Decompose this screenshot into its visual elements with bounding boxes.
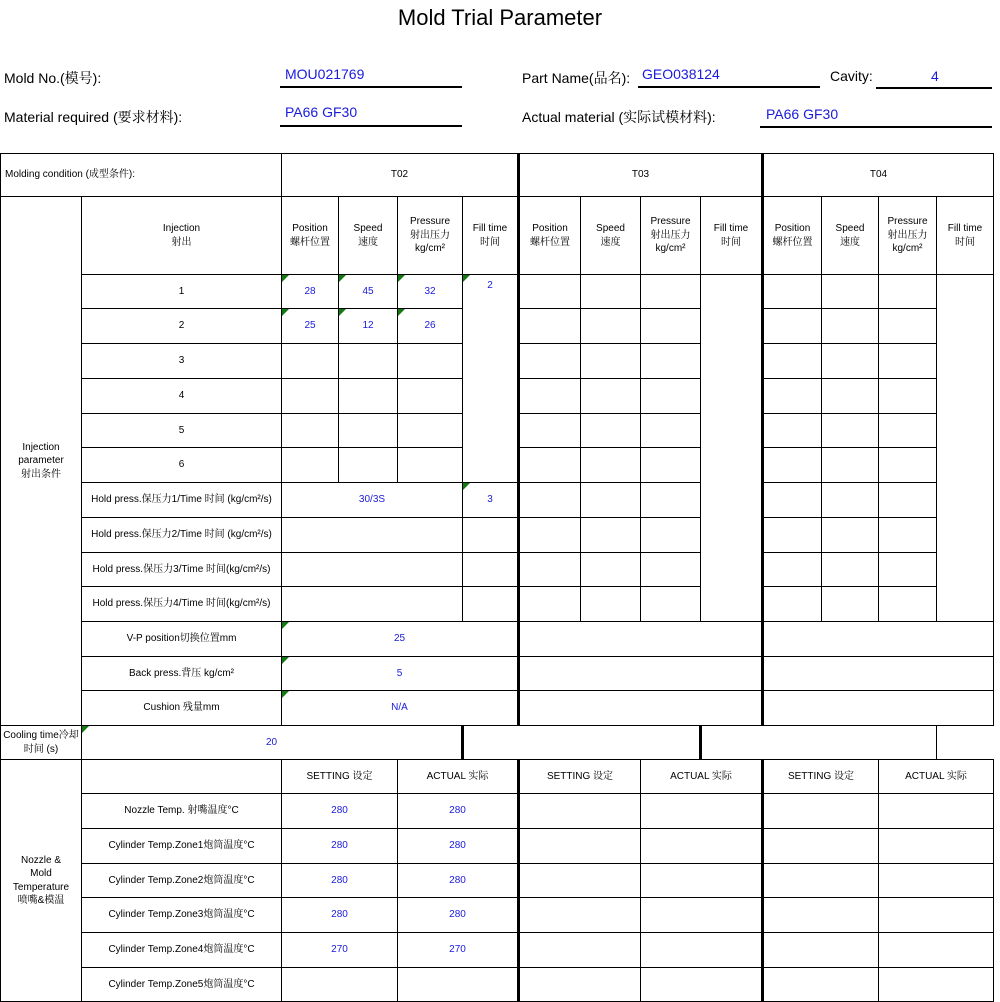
t04-hold2-pressure[interactable] [879,518,937,553]
t02-nozzle-temp-actual[interactable]: 280 [398,794,519,829]
t03-zone4-setting[interactable] [519,933,641,968]
t02-stage1-position[interactable]: 28 [282,275,339,309]
hold-row [1,553,994,587]
t02-stage2-speed[interactable]: 12 [339,309,398,344]
trial-t04-header: T04 [763,154,994,197]
stage-number: 5 [82,414,282,448]
t02-hold1-time[interactable]: 3 [463,483,519,518]
t04-zone4-actual[interactable] [879,933,994,968]
t03-stage1-pressure[interactable] [641,275,701,309]
t04-hold3-position[interactable] [763,553,822,587]
t04-fill-time[interactable] [937,275,994,622]
t03-pressure-header: Pressure 射出压力 kg/cm² [641,197,701,275]
t03-zone1-actual[interactable] [641,829,763,864]
t04-zone1-actual[interactable] [879,829,994,864]
t03-hold4-position[interactable] [519,587,581,622]
t02-back-press-value[interactable]: 5 [282,657,519,691]
t02-zone5-setting[interactable] [282,968,398,1002]
t03-nozzle-temp-setting[interactable] [519,794,641,829]
t03-hold2-pressure[interactable] [641,518,701,553]
material-required-label: Material required (要求材料): [4,109,183,125]
stage-number: 3 [82,344,282,379]
t03-back-press-value[interactable] [519,657,763,691]
t03-stage4-speed[interactable] [581,379,641,414]
injection-parameter-label [1,197,82,726]
t03-hold4-pressure[interactable] [641,587,701,622]
actual-material-label: Actual material (实际试模材料): [522,109,716,125]
t02-zone1-setting[interactable]: 280 [282,829,398,864]
t03-stage2-position[interactable] [519,309,581,344]
zone2-temp-label: Cylinder Temp.Zone2炮筒温度°C [82,864,282,898]
t04-setting-header: SETTING 设定 [763,760,879,794]
t02-actual-header: ACTUAL 实际 [398,760,519,794]
t03-stage5-pressure[interactable] [641,414,701,448]
misc-row [1,726,994,760]
t03-stage6-pressure[interactable] [641,448,701,483]
page-title: Mold Trial Parameter [397,5,603,30]
temp-row [1,933,994,968]
t02-hold2-time[interactable] [463,518,519,553]
mold-no-value[interactable]: MOU021769 [285,66,365,82]
t03-stage2-pressure[interactable] [641,309,701,344]
t04-stage3-speed[interactable] [822,344,879,379]
temp-row [1,829,994,864]
t02-speed-header: Speed 速度 [339,197,398,275]
nozzle-mold-line4: 喷嘴&模温 [17,895,65,906]
temp-header-blank [82,760,282,794]
t03-zone5-actual[interactable] [641,968,763,1002]
cushion-label: Cushion 残量mm [82,691,282,726]
t04-zone5-setting[interactable] [763,968,879,1002]
t04-stage6-pressure[interactable] [879,448,937,483]
t04-stage1-speed[interactable] [822,275,879,309]
t04-hold4-pressure[interactable] [879,587,937,622]
t03-zone5-setting[interactable] [519,968,641,1002]
injection-parameter-line1: Injection [22,441,60,453]
t04-stage5-position[interactable] [763,414,822,448]
zone5-temp-label: Cylinder Temp.Zone5炮筒温度°C [82,968,282,1002]
t04-vp-position-value[interactable] [763,622,994,657]
t04-stage2-position[interactable] [763,309,822,344]
t02-nozzle-temp-setting[interactable]: 280 [282,794,398,829]
trial-t03-header: T03 [519,154,763,197]
t04-stage1-pressure[interactable] [879,275,937,309]
t02-stage3-speed[interactable] [339,344,398,379]
column-header-row [1,197,994,275]
stage-number: 6 [82,448,282,483]
hold-row [1,587,994,622]
misc-row [1,691,994,726]
t04-back-press-value[interactable] [763,657,994,691]
t02-stage3-position[interactable] [282,344,339,379]
t02-stage3-pressure[interactable] [398,344,463,379]
t03-zone4-actual[interactable] [641,933,763,968]
temp-row [1,864,994,898]
temp-row [1,968,994,1002]
t03-fill-time-header: Fill time 时间 [701,197,763,275]
t02-hold1-value[interactable]: 30/3S [282,483,463,518]
trial-t02-header: T02 [282,154,519,197]
t04-hold1-pressure[interactable] [879,483,937,518]
misc-row [1,622,994,657]
hold-row [1,518,994,553]
t03-zone3-setting[interactable] [519,898,641,933]
stage-number: 4 [82,379,282,414]
material-required-underline [280,125,462,127]
t04-zone5-actual[interactable] [879,968,994,1002]
t02-stage6-position[interactable] [282,448,339,483]
t02-stage5-pressure[interactable] [398,414,463,448]
injection-header-en: Injection [162,223,201,234]
t04-zone1-setting[interactable] [763,829,879,864]
t02-stage6-speed[interactable] [339,448,398,483]
t04-stage5-pressure[interactable] [879,414,937,448]
t02-hold4-time[interactable] [463,587,519,622]
t04-stage4-pressure[interactable] [879,379,937,414]
misc-row [1,657,994,691]
t04-cushion-value[interactable] [763,691,994,726]
actual-material-underline [760,126,992,128]
t03-stage4-pressure[interactable] [641,379,701,414]
vp-position-label: V-P position切换位置mm [82,622,282,657]
t02-stage6-pressure[interactable] [398,448,463,483]
t02-zone5-actual[interactable] [398,968,519,1002]
injection-parameter-line3: 射出条件 [21,468,61,480]
t03-stage6-position[interactable] [519,448,581,483]
stage-number: 2 [82,309,282,344]
t02-setting-header: SETTING 设定 [282,760,398,794]
t03-speed-header: Speed 速度 [581,197,641,275]
part-name-underline [638,86,820,88]
t03-stage5-position[interactable] [519,414,581,448]
injection-parameter-line2: parameter [18,455,64,467]
t03-position-header: Position 螺杆位置 [519,197,581,275]
part-name-value[interactable]: GEO038124 [642,66,720,82]
t03-hold2-speed[interactable] [581,518,641,553]
hold1-label: Hold press.保压力1/Time 时间 (kg/cm²/s) [82,483,282,518]
t04-stage2-pressure[interactable] [879,309,937,344]
zone4-temp-label: Cylinder Temp.Zone4炮筒温度°C [82,933,282,968]
t03-stage3-speed[interactable] [581,344,641,379]
nozzle-mold-line1: Nozzle & [20,854,61,866]
t02-cushion-value[interactable]: N/A [282,691,519,726]
t03-hold4-speed[interactable] [581,587,641,622]
hold2-label: Hold press.保压力2/Time 时间 (kg/cm²/s) [82,518,282,553]
t02-zone2-setting[interactable]: 280 [282,864,398,898]
t03-zone2-setting[interactable] [519,864,641,898]
hold4-label: Hold press.保压力4/Time 时间(kg/cm²/s) [82,587,282,622]
part-name-label: Part Name(品名): [522,70,631,86]
t04-hold4-position[interactable] [763,587,822,622]
t04-fill-time-header: Fill time 时间 [937,197,994,275]
t02-hold2-value[interactable] [282,518,463,553]
t04-stage4-position[interactable] [763,379,822,414]
t04-hold2-position[interactable] [763,518,822,553]
t04-hold2-speed[interactable] [822,518,879,553]
t02-stage4-pressure[interactable] [398,379,463,414]
t04-hold4-speed[interactable] [822,587,879,622]
t02-zone3-actual[interactable]: 280 [398,898,519,933]
stage-row [1,275,994,309]
t04-zone2-setting[interactable] [763,864,879,898]
t02-stage1-speed[interactable]: 45 [339,275,398,309]
t03-vp-position-value[interactable] [519,622,763,657]
t03-stage6-speed[interactable] [581,448,641,483]
t03-cushion-value[interactable] [519,691,763,726]
t03-stage4-position[interactable] [519,379,581,414]
mold-no-label: Mold No.(模号): [4,70,102,86]
stage-number: 1 [82,275,282,309]
t02-stage4-position[interactable] [282,379,339,414]
t02-stage2-pressure[interactable]: 26 [398,309,463,344]
trial-parameter-table [0,153,994,1002]
t02-pressure-header: Pressure 射出压力 kg/cm² [398,197,463,275]
t02-stage5-speed[interactable] [339,414,398,448]
t02-zone1-actual[interactable]: 280 [398,829,519,864]
t04-stage6-position[interactable] [763,448,822,483]
t02-stage4-speed[interactable] [339,379,398,414]
nozzle-mold-temp-label [1,760,82,1002]
t04-cooling-time-value[interactable] [701,726,937,760]
t04-zone3-setting[interactable] [763,898,879,933]
t04-stage1-position[interactable] [763,275,822,309]
mold-no-underline [280,86,462,88]
t02-stage5-position[interactable] [282,414,339,448]
t02-zone3-setting[interactable]: 280 [282,898,398,933]
cavity-value[interactable]: 4 [931,68,939,84]
t02-fill-time[interactable]: 2 [463,275,519,483]
cavity-underline [876,87,992,89]
t04-hold1-position[interactable] [763,483,822,518]
t02-cooling-time-value[interactable]: 20 [82,726,463,760]
t02-position-header: Position 螺杆位置 [282,197,339,275]
t02-zone4-setting[interactable]: 270 [282,933,398,968]
back-press-label: Back press.背压 kg/cm² [82,657,282,691]
t04-actual-header: ACTUAL 实际 [879,760,994,794]
zone3-temp-label: Cylinder Temp.Zone3炮筒温度°C [82,898,282,933]
zone1-temp-label: Cylinder Temp.Zone1炮筒温度°C [82,829,282,864]
t03-cooling-time-value[interactable] [463,726,701,760]
t03-hold3-pressure[interactable] [641,553,701,587]
t04-zone2-actual[interactable] [879,864,994,898]
t04-stage3-pressure[interactable] [879,344,937,379]
actual-material-value[interactable]: PA66 GF30 [766,106,839,122]
t02-vp-position-value[interactable]: 25 [282,622,519,657]
t04-stage6-speed[interactable] [822,448,879,483]
nozzle-mold-line2: Mold [30,868,52,879]
hold3-label: Hold press.保压力3/Time 时间(kg/cm²/s) [82,553,282,587]
t03-zone3-actual[interactable] [641,898,763,933]
t03-setting-header: SETTING 设定 [519,760,641,794]
nozzle-mold-line3: Temperature [12,881,70,893]
t03-hold3-speed[interactable] [581,553,641,587]
t04-hold1-speed[interactable] [822,483,879,518]
t03-stage1-position[interactable] [519,275,581,309]
t04-hold3-pressure[interactable] [879,553,937,587]
t04-zone4-setting[interactable] [763,933,879,968]
t03-hold3-position[interactable] [519,553,581,587]
injection-header-cn: 射出 [171,236,192,248]
t04-stage2-speed[interactable] [822,309,879,344]
injection-header [82,197,282,275]
cooling-time-label: Cooling time冷却时间 (s) [1,726,82,760]
t03-hold1-position[interactable] [519,483,581,518]
t03-zone1-setting[interactable] [519,829,641,864]
nozzle-temp-label: Nozzle Temp. 射嘴温度°C [82,794,282,829]
t02-hold3-time[interactable] [463,553,519,587]
t04-zone3-actual[interactable] [879,898,994,933]
t03-hold1-speed[interactable] [581,483,641,518]
temp-row [1,794,994,829]
t02-zone4-actual[interactable]: 270 [398,933,519,968]
temp-row [1,898,994,933]
t03-stage1-speed[interactable] [581,275,641,309]
t03-stage3-position[interactable] [519,344,581,379]
molding-condition-label: Molding condition (成型条件): [1,154,282,197]
molding-condition-row [1,154,994,197]
t02-stage1-pressure[interactable]: 32 [398,275,463,309]
t04-speed-header: Speed 速度 [822,197,879,275]
temp-header-row [1,760,994,794]
t02-fill-time-header: Fill time 时间 [463,197,519,275]
t04-nozzle-temp-setting[interactable] [763,794,879,829]
t03-fill-time[interactable] [701,275,763,622]
t03-zone2-actual[interactable] [641,864,763,898]
t02-hold4-value[interactable] [282,587,463,622]
hold-row [1,483,994,518]
t04-nozzle-temp-actual[interactable] [879,794,994,829]
t04-hold3-speed[interactable] [822,553,879,587]
material-required-value[interactable]: PA66 GF30 [285,104,358,120]
cavity-label: Cavity: [830,68,873,84]
t02-stage2-position[interactable]: 25 [282,309,339,344]
t04-stage3-position[interactable] [763,344,822,379]
t03-nozzle-temp-actual[interactable] [641,794,763,829]
t02-zone2-actual[interactable]: 280 [398,864,519,898]
t02-hold3-value[interactable] [282,553,463,587]
t03-actual-header: ACTUAL 实际 [641,760,763,794]
t04-stage5-speed[interactable] [822,414,879,448]
t04-position-header: Position 螺杆位置 [763,197,822,275]
t03-hold1-pressure[interactable] [641,483,701,518]
t03-stage5-speed[interactable] [581,414,641,448]
t03-stage3-pressure[interactable] [641,344,701,379]
t03-stage2-speed[interactable] [581,309,641,344]
t04-pressure-header: Pressure 射出压力 kg/cm² [879,197,937,275]
t03-hold2-position[interactable] [519,518,581,553]
t04-stage4-speed[interactable] [822,379,879,414]
